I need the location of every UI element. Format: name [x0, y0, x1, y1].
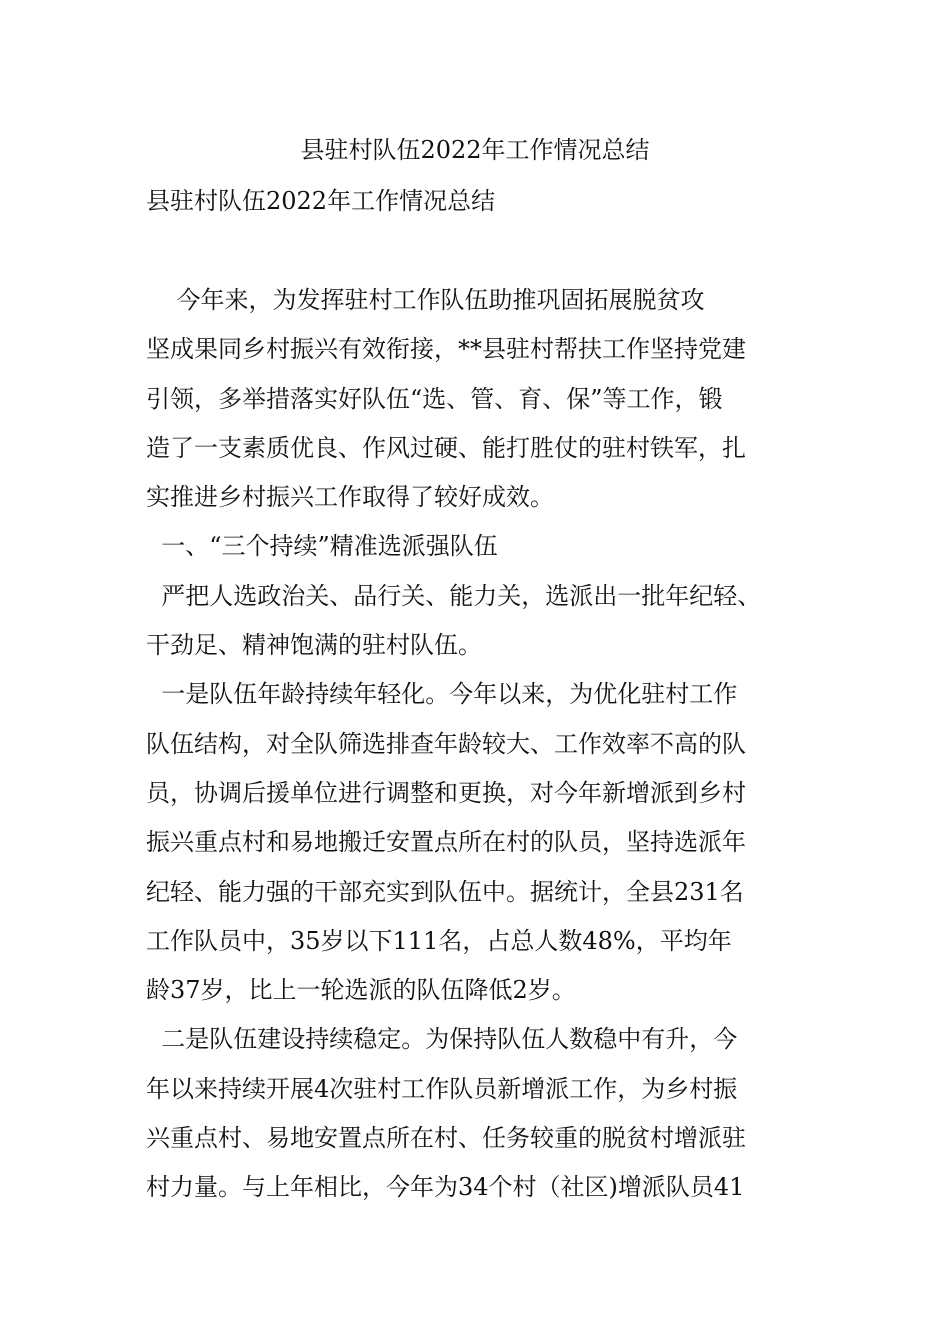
paragraph-line: 员，协调后援单位进行调整和更换，对今年新增派到乡村 — [146, 778, 746, 807]
document-title: 县驻村队伍2022年工作情况总结 — [300, 136, 650, 164]
paragraph-line: 年以来持续开展4次驻村工作队员新增派工作，为乡村振 — [146, 1074, 738, 1103]
paragraph-line: 一是队伍年龄持续年轻化。今年以来，为优化驻村工作 — [146, 680, 738, 709]
paragraph-line: 队伍结构，对全队筛选排查年龄较大、工作效率不高的队 — [146, 729, 746, 758]
document-subtitle: 县驻村队伍2022年工作情况总结 — [146, 187, 496, 215]
paragraph-line: 今年来，为发挥驻村工作队伍助推巩固拓展脱贫攻 — [146, 286, 705, 314]
paragraph-line: 造了一支素质优良、作风过硬、能打胜仗的驻村铁军，扎 — [146, 433, 746, 462]
document-body — [146, 276, 811, 1213]
paragraph-line: 坚成果同乡村振兴有效衔接，**县驻村帮扶工作坚持党建 — [146, 335, 746, 364]
paragraph-line: 龄37岁，比上一轮选派的队伍降低2岁。 — [146, 976, 576, 1005]
paragraph-line: 实推进乡村振兴工作取得了较好成效。 — [146, 483, 554, 512]
paragraph-line: 工作队员中，35岁以下111名，占总人数48%，平均年 — [146, 926, 732, 955]
section-heading: 一、“三个持续”精准选派强队伍 — [146, 532, 498, 561]
paragraph-line: 干劲足、精神饱满的驻村队伍。 — [146, 631, 482, 660]
paragraph-line: 兴重点村、易地安置点所在村、任务较重的脱贫村增派驻 — [146, 1124, 746, 1153]
paragraph-line: 村力量。与上年相比，今年为34个村（社区)增派队员41 — [146, 1173, 745, 1202]
paragraph-line: 引领，多举措落实好队伍“选、管、育、保”等工作，锻 — [146, 384, 723, 413]
paragraph-line: 纪轻、能力强的干部充实到队伍中。据统计，全县231名 — [146, 877, 744, 906]
paragraph-line: 二是队伍建设持续稳定。为保持队伍人数稳中有升，今 — [146, 1025, 738, 1054]
paragraph-line: 振兴重点村和易地搬迁安置点所在村的队员，坚持选派年 — [146, 828, 746, 857]
paragraph-line: 严把人选政治关、品行关、能力关，选派出一批年纪轻、 — [146, 581, 762, 610]
